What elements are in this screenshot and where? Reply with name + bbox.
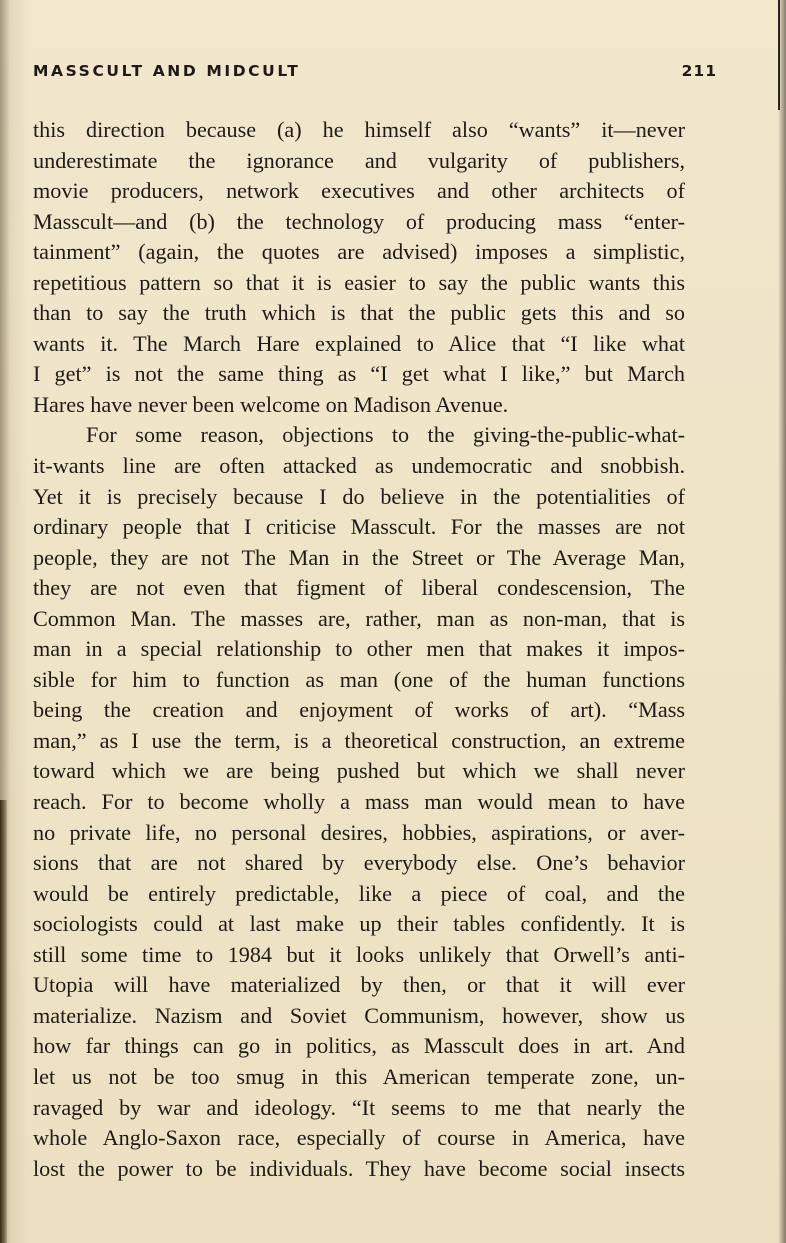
- text-line: reach. For to become wholly a mass man would mean to have: [33, 789, 685, 815]
- text-line: repetitious pattern so that it is easier to say the public wants this: [33, 269, 685, 295]
- text-line: tainment” (again, the quotes are advised) imposes a simplistic,: [33, 239, 685, 265]
- text-line: toward which we are being pushed but which we shall never: [33, 758, 685, 784]
- text-line: ravaged by war and ideology. “It seems to me that nearly the: [33, 1094, 685, 1120]
- page-edge-line: [778, 0, 780, 110]
- text-line: Masscult—and (b) the technology of producing mass “enter-: [33, 208, 685, 234]
- running-head: [33, 62, 717, 88]
- text-line: this direction because (a) he himself also “wants” it—never: [33, 117, 685, 142]
- text-line: whole Anglo-Saxon race, especially of course in America, have: [33, 1125, 685, 1151]
- text-line: Common Man. The masses are, rather, man as non-man, that is: [33, 605, 685, 631]
- text-line: still some time to 1984 but it looks unlikely that Orwell’s anti-: [33, 941, 685, 967]
- text-line: people, they are not The Man in the Street or The Average Man,: [33, 544, 685, 570]
- text-line: Yet it is precisely because I do believe in the potentialities of: [33, 483, 685, 509]
- page-edge-shadow: [778, 0, 786, 1243]
- text-line: being the creation and enjoyment of works of art). “Mass: [33, 697, 685, 723]
- text-line: would be entirely predictable, like a piece of coal, and the: [33, 880, 685, 906]
- page-number: 211: [681, 62, 717, 80]
- text-line: let us not be too smug in this American temperate zone, un-: [33, 1063, 685, 1089]
- running-head-title: MASSCULT AND MIDCULT: [33, 62, 301, 80]
- text-line: no private life, no personal desires, hobbies, aspirations, or aver-: [33, 819, 685, 845]
- text-line: materialize. Nazism and Soviet Communism, however, show us: [33, 1002, 685, 1028]
- text-line: how far things can go in politics, as Masscult does in art. And: [33, 1033, 685, 1059]
- binding-edge: [0, 800, 7, 1243]
- text-line: sible for him to function as man (one of the human functions: [33, 666, 685, 692]
- text-line: Utopia will have materialized by then, or that it will ever: [33, 972, 685, 998]
- paragraph: [33, 115, 685, 420]
- text-line: I get” is not the same thing as “I get what I like,” but March: [33, 361, 685, 387]
- text-line: underestimate the ignorance and vulgarity of publishers,: [33, 147, 685, 173]
- paragraph: [33, 420, 685, 1184]
- text-line: For some reason, objections to the giving-the-public-what-: [86, 422, 685, 448]
- text-line: sociologists could at last make up their tables confidently. It is: [33, 911, 685, 937]
- body-text: [33, 115, 685, 1184]
- text-line: ordinary people that I criticise Masscult. For the masses are not: [33, 514, 685, 540]
- text-line: Hares have never been welcome on Madison Avenue.: [33, 391, 509, 417]
- text-line: than to say the truth which is that the public gets this and so: [33, 300, 685, 326]
- text-line: sions that are not shared by everybody else. One’s behavior: [33, 850, 685, 876]
- text-line: they are not even that figment of liberal condescension, The: [33, 575, 685, 601]
- text-line: movie producers, network executives and other architects of: [33, 178, 685, 204]
- text-line: it-wants line are often attacked as undemocratic and snobbish.: [33, 453, 685, 479]
- text-line: man,” as I use the term, is a theoretical construction, an extreme: [33, 727, 685, 753]
- text-line: lost the power to be individuals. They have become social insects: [33, 1155, 685, 1181]
- text-line: wants it. The March Hare explained to Alice that “I like what: [33, 330, 685, 356]
- text-line: man in a special relationship to other men that makes it impos-: [33, 636, 685, 662]
